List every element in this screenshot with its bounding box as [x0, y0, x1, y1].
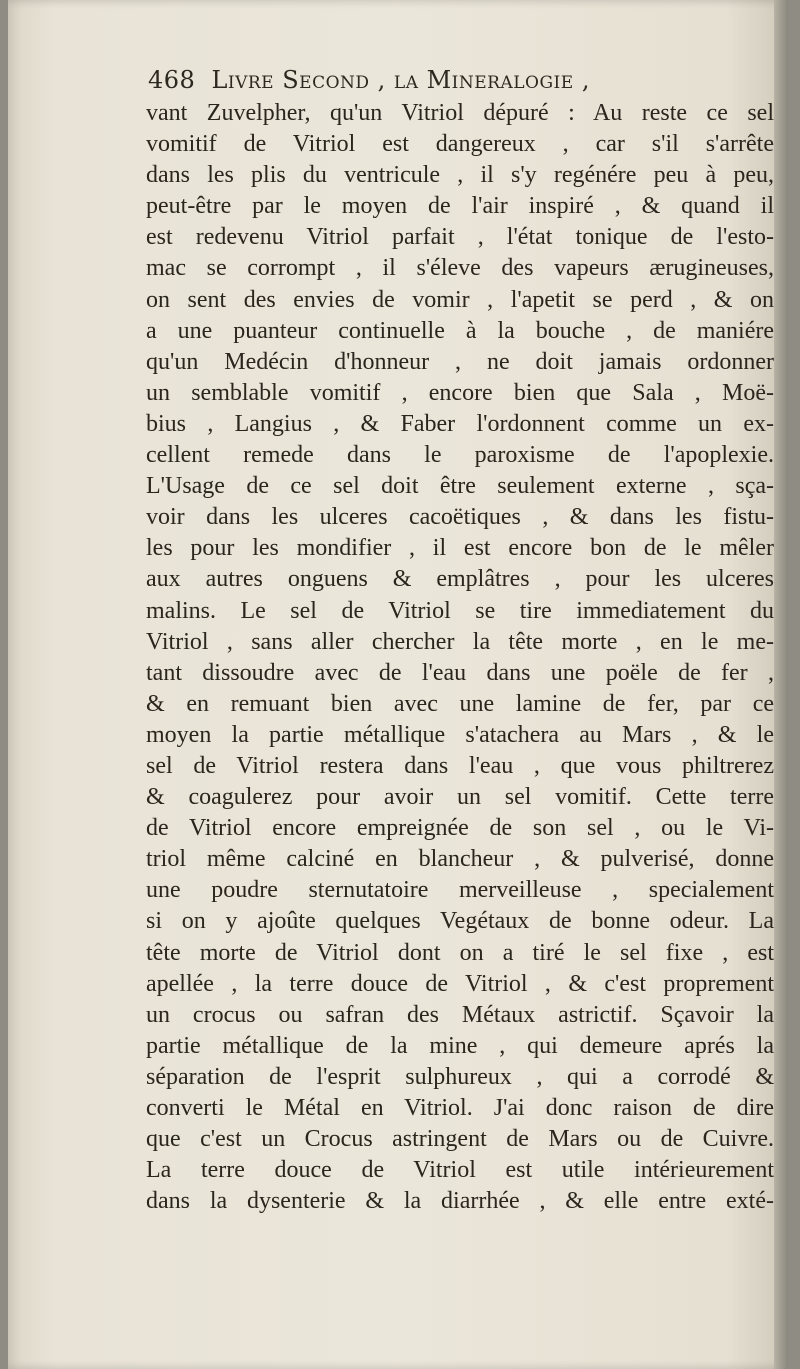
text-line: de Vitriol encore empreignée de son sel , ou le Vi- [146, 815, 774, 842]
text-line: tant dissoudre avec de l'eau dans une poële de fer , [146, 659, 774, 686]
text-line: si on y ajoûte quelques Vegétaux de bonne odeur. La [146, 908, 774, 935]
text-line: dans les plis du ventricule , il s'y regénére peu à peu, [146, 162, 774, 189]
text-line: Vitriol , sans aller chercher la tête morte , en le me- [146, 628, 774, 655]
text-line: & coagulerez pour avoir un sel vomitif. Cette terre [146, 784, 774, 811]
text-line: partie métallique de la mine , qui demeure aprés la [146, 1032, 774, 1059]
page-edge [774, 0, 788, 1369]
text-line: dans la dysenterie & la diarrhée , & elle entre exté- [146, 1188, 774, 1215]
text-line: peut-être par le moyen de l'air inspiré , & quand il [146, 193, 774, 220]
text-line: converti le Métal en Vitriol. J'ai donc raison de dire [146, 1095, 774, 1121]
text-line: est redevenu Vitriol parfait , l'état tonique de l'esto- [146, 224, 774, 251]
text-line: sel de Vitriol restera dans l'eau , que vous philtrerez [146, 752, 774, 779]
text-line: a une puanteur continuelle à la bouche , de maniére [146, 317, 774, 344]
text-line: qu'un Medécin d'honneur , ne doit jamais ordonner [146, 348, 774, 375]
text-line: L'Usage de ce sel doit être seulement externe , sça- [146, 473, 774, 500]
page-number: 468 [148, 66, 196, 94]
text-line: que c'est un Crocus astringent de Mars ou de Cuivre. [146, 1126, 774, 1153]
text-line: moyen la partie métallique s'atachera au Mars , & le [146, 721, 774, 748]
text-line: La terre douce de Vitriol est utile intérieurement [146, 1157, 774, 1184]
text-line: vomitif de Vitriol est dangereux , car s'il s'arrête [146, 131, 774, 158]
book-page [8, 0, 788, 1369]
text-line: aux autres onguens & emplâtres , pour les ulceres [146, 566, 774, 593]
text-line: un semblable vomitif , encore bien que Sala , Moë- [146, 379, 774, 406]
text-line: voir dans les ulceres cacoëtiques , & dans les fistu- [146, 504, 774, 531]
text-line: les pour les mondifier , il est encore bon de le mêler [146, 535, 774, 562]
running-header [148, 66, 768, 94]
body-text [146, 98, 774, 1217]
text-line: une poudre sternutatoire merveilleuse , specialement [146, 877, 774, 904]
text-line: malins. Le sel de Vitriol se tire immediatement du [146, 597, 774, 624]
text-line: un crocus ou safran des Métaux astrictif. Sçavoir la [146, 1001, 774, 1028]
text-line: & en remuant bien avec une lamine de fer, par ce [146, 690, 774, 717]
text-line: tête morte de Vitriol dont on a tiré le sel fixe , est [146, 939, 774, 966]
running-head-title: Livre Second , la Mineralogie , [211, 66, 590, 94]
text-line: cellent remede dans le paroxisme de l'apoplexie. [146, 442, 774, 469]
text-line: vant Zuvelpher, qu'un Vitriol dépuré : Au reste ce sel [146, 100, 774, 126]
text-line: apellée , la terre douce de Vitriol , & c'est proprement [146, 970, 774, 997]
text-line: on sent des envies de vomir , l'apetit se perd , & on [146, 286, 774, 313]
text-line: séparation de l'esprit sulphureux , qui a corrodé & [146, 1063, 774, 1090]
text-line: bius , Langius , & Faber l'ordonnent comme un ex- [146, 410, 774, 437]
text-line: triol même calciné en blancheur , & pulverisé, donne [146, 846, 774, 873]
text-line: mac se corrompt , il s'éleve des vapeurs ærugineuses, [146, 255, 774, 282]
